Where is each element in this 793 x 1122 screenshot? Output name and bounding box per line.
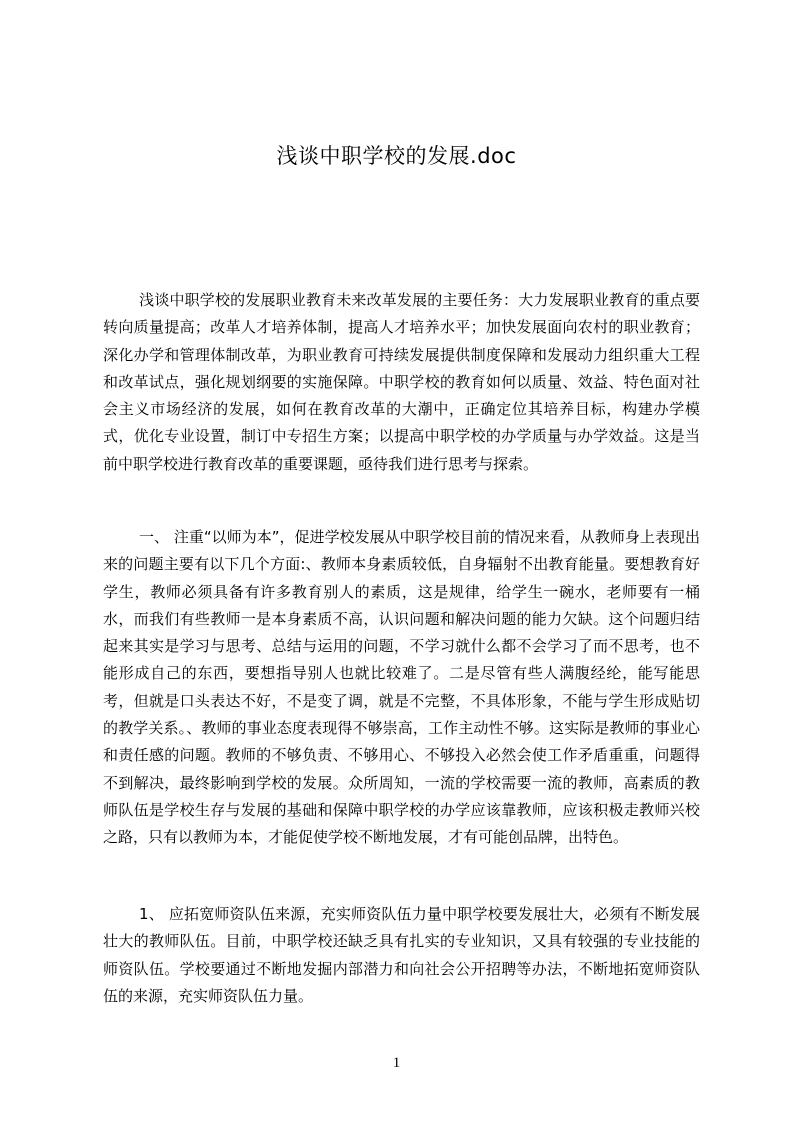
paragraph-section-one-text: 一、 注重“以师为本”，促进学校发展从中职学校目前的情况来看，从教师身上表现出来的问题主要有以下几个方面:、教师本身素质较低，自身辐射不出教育能量。要想教育好学生，教师必须具备有许多教育别人的素质，这是规律，给学生一碗水，老师要有一桶水，而我们有些教师一是本身素质不高，认识问题和解决问题的能力欠缺。这个问题归结起来其实是学习与思考、总结与运用的问题，不学习就什么都不会学习了而不思考，也不能形成自己的东西，要想指导别人也就比较难了。二是尽管有些人满腹经纶，能写能思考，但就是口头表达不好，不是变了调，就是不完整，不具体形象，不能与学生形成贴切的教学关系。、教师的事业态度表现得不够崇高，工作主动性不够。这实际是教师的事业心和责任感的问题。教师的不够负责、不够用心、不够投入必然会使工作矛盾重重，问题得不到解决，最终影响到学校的发展。众所周知，一流的学校需要一流的教师，高素质的教师队伍是学校生存与发展的基础和保障中职学校的办学应该靠教师，应该积极走教师兴校之路，只有以教师为本，才能促使学校不断地发展，才有可能创品牌，出特色。 bbox=[103, 528, 700, 847]
paragraph-section-one bbox=[103, 524, 700, 852]
paragraph-intro bbox=[103, 287, 700, 478]
page-number: 1 bbox=[392, 1055, 401, 1071]
paragraph-item-one bbox=[103, 901, 700, 1010]
document-title: 浅谈中职学校的发展.doc bbox=[276, 144, 517, 168]
paragraph-item-one-text: 1、 应拓宽师资队伍来源，充实师资队伍力量中职学校要发展壮大，必须有不断发展壮大的教师队伍。目前，中职学校还缺乏具有扎实的专业知识，又具有较强的专业技能的师资队伍。学校要通过不断地发掘内部潜力和向社会公开招聘等办法，不断地拓宽师资队伍的来源，充实师资队伍力量。 bbox=[103, 905, 700, 1005]
paragraph-intro-text: 浅谈中职学校的发展职业教育未来改革发展的主要任务：大力发展职业教育的重点要转向质量提高；改革人才培养体制，提高人才培养水平；加快发展面向农村的职业教育；深化办学和管理体制改革，为职业教育可持续发展提供制度保障和发展动力组织重大工程和改革试点，强化规划纲要的实施保障。中职学校的教育如何以质量、效益、特色面对社会主义市场经济的发展，如何在教育改革的大潮中，正确定位其培养目标，构建办学模式，优化专业设置，制订中专招生方案；以提高中职学校的办学质量与办学效益。这是当前中职学校进行教育改革的重要课题，亟待我们进行思考与探索。 bbox=[103, 291, 700, 473]
